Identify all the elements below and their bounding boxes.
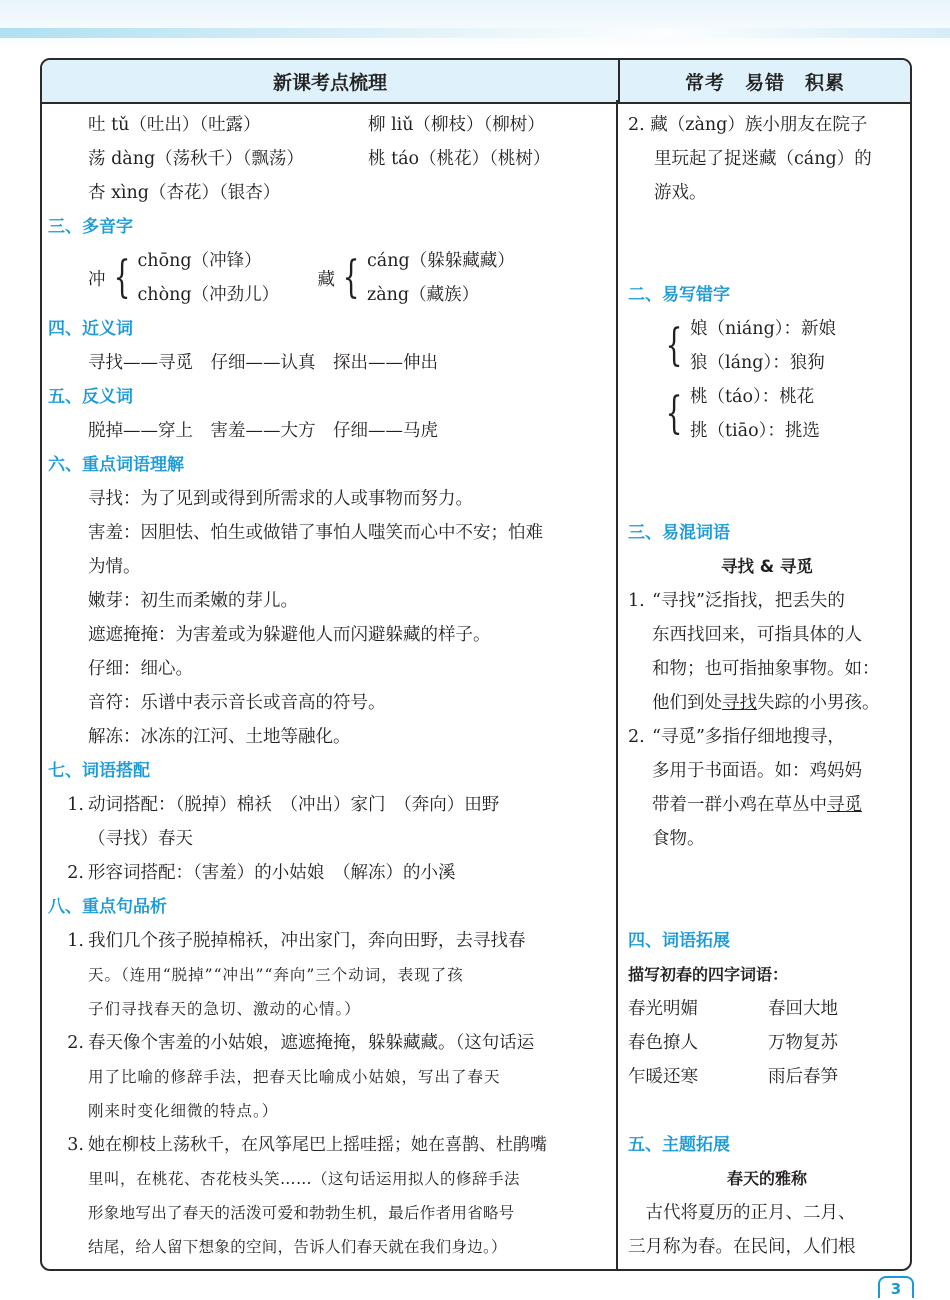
typo-item: 狼（láng）：狼狗 [690,353,825,373]
sentence-line: 天。（连用“脱掉”“冲出”“奔向”三个动词，表现了孩 [88,966,464,984]
collocation-line [48,856,610,890]
column-divider [616,100,618,1269]
confusable-title: 寻找 & 寻觅 [721,557,813,576]
polyphone-reading: cáng（躲躲藏藏） [367,251,515,271]
top-decor-band [0,0,950,50]
section-heading-synonyms: 四、近义词 [48,319,133,339]
theme-title: 春天的雅称 [726,1169,807,1188]
section-heading-collocations: 七、词语搭配 [48,761,150,781]
definition-line: 音符：乐谱中表示音长或音高的符号。 [88,693,386,713]
confusable-text: 失踪的小男孩。 [757,693,880,713]
antonyms-line: 脱掉——穿上 害羞——大方 仔细——马虎 [88,421,438,441]
item-number: 2. [67,863,84,883]
confusable-text: 带着一群小鸡在草丛中 [652,795,827,815]
pinyin-entry: 荡 dàng（荡秋千）（飘荡） [88,149,304,169]
confusable-line: 东西找回来，可指具体的人 [652,625,862,645]
polyphone-char: 冲 [88,269,106,290]
typo-item: 挑（tiāo）：挑选 [690,421,820,441]
definition-line: 害羞：因胆怯、怕生或做错了事怕人嗤笑而心中不安；怕难 [88,523,543,543]
confusable-line [628,720,906,754]
idiom-row [628,1026,906,1060]
item-number: 3. [67,1135,84,1155]
typo-item: 娘（niáng）：新娘 [690,319,837,339]
pinyin-entry: 桃 táo（桃花）（桃树） [368,149,551,169]
pinyin-entry: 柳 liǔ（柳枝）（柳树） [368,115,545,135]
right-column-title: 常考 易错 积累 [620,60,910,104]
sentence-line: 用了比喻的修辞手法，把春天比喻成小姑娘，写出了春天 [88,1068,501,1086]
pinyin-row [48,142,610,176]
underlined-word: 寻觅 [827,795,862,815]
left-column-title: 新课考点梳理 [42,60,620,104]
theme-text: 古代将夏历的正月、二月、 [628,1203,856,1223]
sentence-text: 春天像个害羞的小姑娘，遮遮掩掩，躲躲藏藏。（这句话运 [88,1033,535,1053]
pinyin-row [48,108,610,142]
section-heading-antonyms: 五、反义词 [48,387,133,407]
section-heading-theme: 五、主题拓展 [628,1135,730,1155]
sentence-text: 我们几个孩子脱掉棉袄，冲出家门，奔向田野，去寻找春 [88,931,526,951]
polyphone-char: 藏 [317,269,335,290]
definition-line: 嫩芽：初生而柔嫩的芽儿。 [88,591,298,611]
confusable-text: “寻找”泛指找，把丢失的 [652,591,845,611]
sentence-line: 形象地写出了春天的活泼可爱和勃勃生机，最后作者用省略号 [88,1204,515,1222]
collocation-text: 形容词搭配：（害羞）的小姑娘 （解冻）的小溪 [88,863,456,883]
confusable-line: 食物。 [652,829,705,849]
section-heading-word-expansion: 四、词语拓展 [628,931,730,951]
confusable-line [628,686,906,720]
idiom-row [628,1060,906,1094]
collocation-text: 动词搭配：（脱掉）棉袄 （冲出）家门 （奔向）田野 [88,795,500,815]
left-column [48,108,610,1264]
sentence-line [48,1128,610,1162]
sentence-line: 刚来时变化细微的特点。） [88,1102,279,1120]
sentence-text: 她在柳枝上荡秋千，在风筝尾巴上摇哇摇；她在喜鹊、杜鹃嘴 [88,1135,547,1155]
theme-text: 三月称为春。在民间，人们根 [628,1237,856,1257]
confusable-line: 多用于书面语。如：鸡妈妈 [652,761,862,781]
definition-line: 遮遮掩掩：为害羞或为躲避他人而闪避躲藏的样子。 [88,625,491,645]
brace-icon: { [665,388,683,439]
typo-item: 桃（táo）：桃花 [690,387,815,407]
confusable-text: 他们到处 [652,693,722,713]
polyphone-readings [367,244,515,312]
pinyin-entry: 吐 tǔ（吐出）（吐露） [88,115,261,135]
polyphone-readings [138,244,318,312]
section-heading-sentences: 八、重点句品析 [48,897,167,917]
polyphone-reading: chōng（冲锋） [137,251,262,271]
section-heading-typos: 二、易写错字 [628,285,730,305]
definition-line: 寻找：为了见到或得到所需求的人或事物而努力。 [88,489,473,509]
example-line: 里玩起了捉迷藏（cáng）的 [654,149,872,169]
definition-line: 为情。 [88,557,141,577]
typo-group [628,312,906,380]
section-heading-definitions: 六、重点词语理解 [48,455,184,475]
confusable-line [628,584,906,618]
collocation-line [48,788,610,822]
brace-icon: { [113,252,130,303]
synonyms-line: 寻找——寻觅 仔细——认真 探出——伸出 [88,353,438,373]
idiom: 春色撩人 [628,1033,698,1053]
idiom: 乍暖还寒 [628,1067,698,1087]
sentence-line [48,1026,610,1060]
section-heading-confusables: 三、易混词语 [628,523,730,543]
right-column [628,108,906,1264]
section-heading-polyphone: 三、多音字 [48,217,133,237]
definition-line: 仔细：细心。 [88,659,193,679]
brace-icon: { [665,320,683,371]
idiom: 春光明媚 [628,999,698,1019]
polyphone-row [48,244,610,312]
item-number: 1. [67,931,84,951]
confusable-text: “寻觅”多指仔细地搜寻， [652,727,845,747]
item-number: 2. [67,1033,84,1053]
brace-icon: { [342,252,360,303]
idiom-row [628,992,906,1026]
item-number: 2. [628,727,645,747]
definition-line: 解冻：冰冻的江河、土地等融化。 [88,727,351,747]
pinyin-row [48,176,610,210]
underlined-word: 寻找 [722,693,757,713]
confusable-line: 和物；也可指抽象事物。如： [652,659,880,679]
example-line: 游戏。 [654,183,707,203]
idiom: 雨后春笋 [768,1067,838,1087]
typo-items [690,312,836,380]
sentence-line: 结尾，给人留下想象的空间，告诉人们春天就在我们身边。） [88,1238,507,1256]
typo-items [690,380,820,448]
idiom: 万物复苏 [768,1033,838,1053]
confusable-line [628,788,906,822]
page-number: 3 [878,1276,914,1298]
item-number: 1. [628,591,645,611]
sentence-line [48,924,610,958]
expansion-title: 描写初春的四字词语： [628,965,789,984]
collocation-line: （寻找）春天 [88,829,193,849]
polyphone-reading: zàng（藏族） [367,285,480,305]
pinyin-entry: 杏 xìng（杏花）（银杏） [88,183,281,203]
item-number: 1. [67,795,84,815]
sentence-line: 子们寻找春天的急切、激动的心情。） [88,1000,361,1018]
polyphone-reading: chòng（冲劲儿） [137,285,280,305]
example-line: 2. 藏（zàng）族小朋友在院子 [628,115,868,135]
idiom: 春回大地 [768,999,838,1019]
sentence-line: 里叫，在桃花、杏花枝头笑……（这句话运用拟人的修辞手法 [88,1170,521,1188]
typo-group [628,380,906,448]
top-decor-stripe [0,28,950,38]
